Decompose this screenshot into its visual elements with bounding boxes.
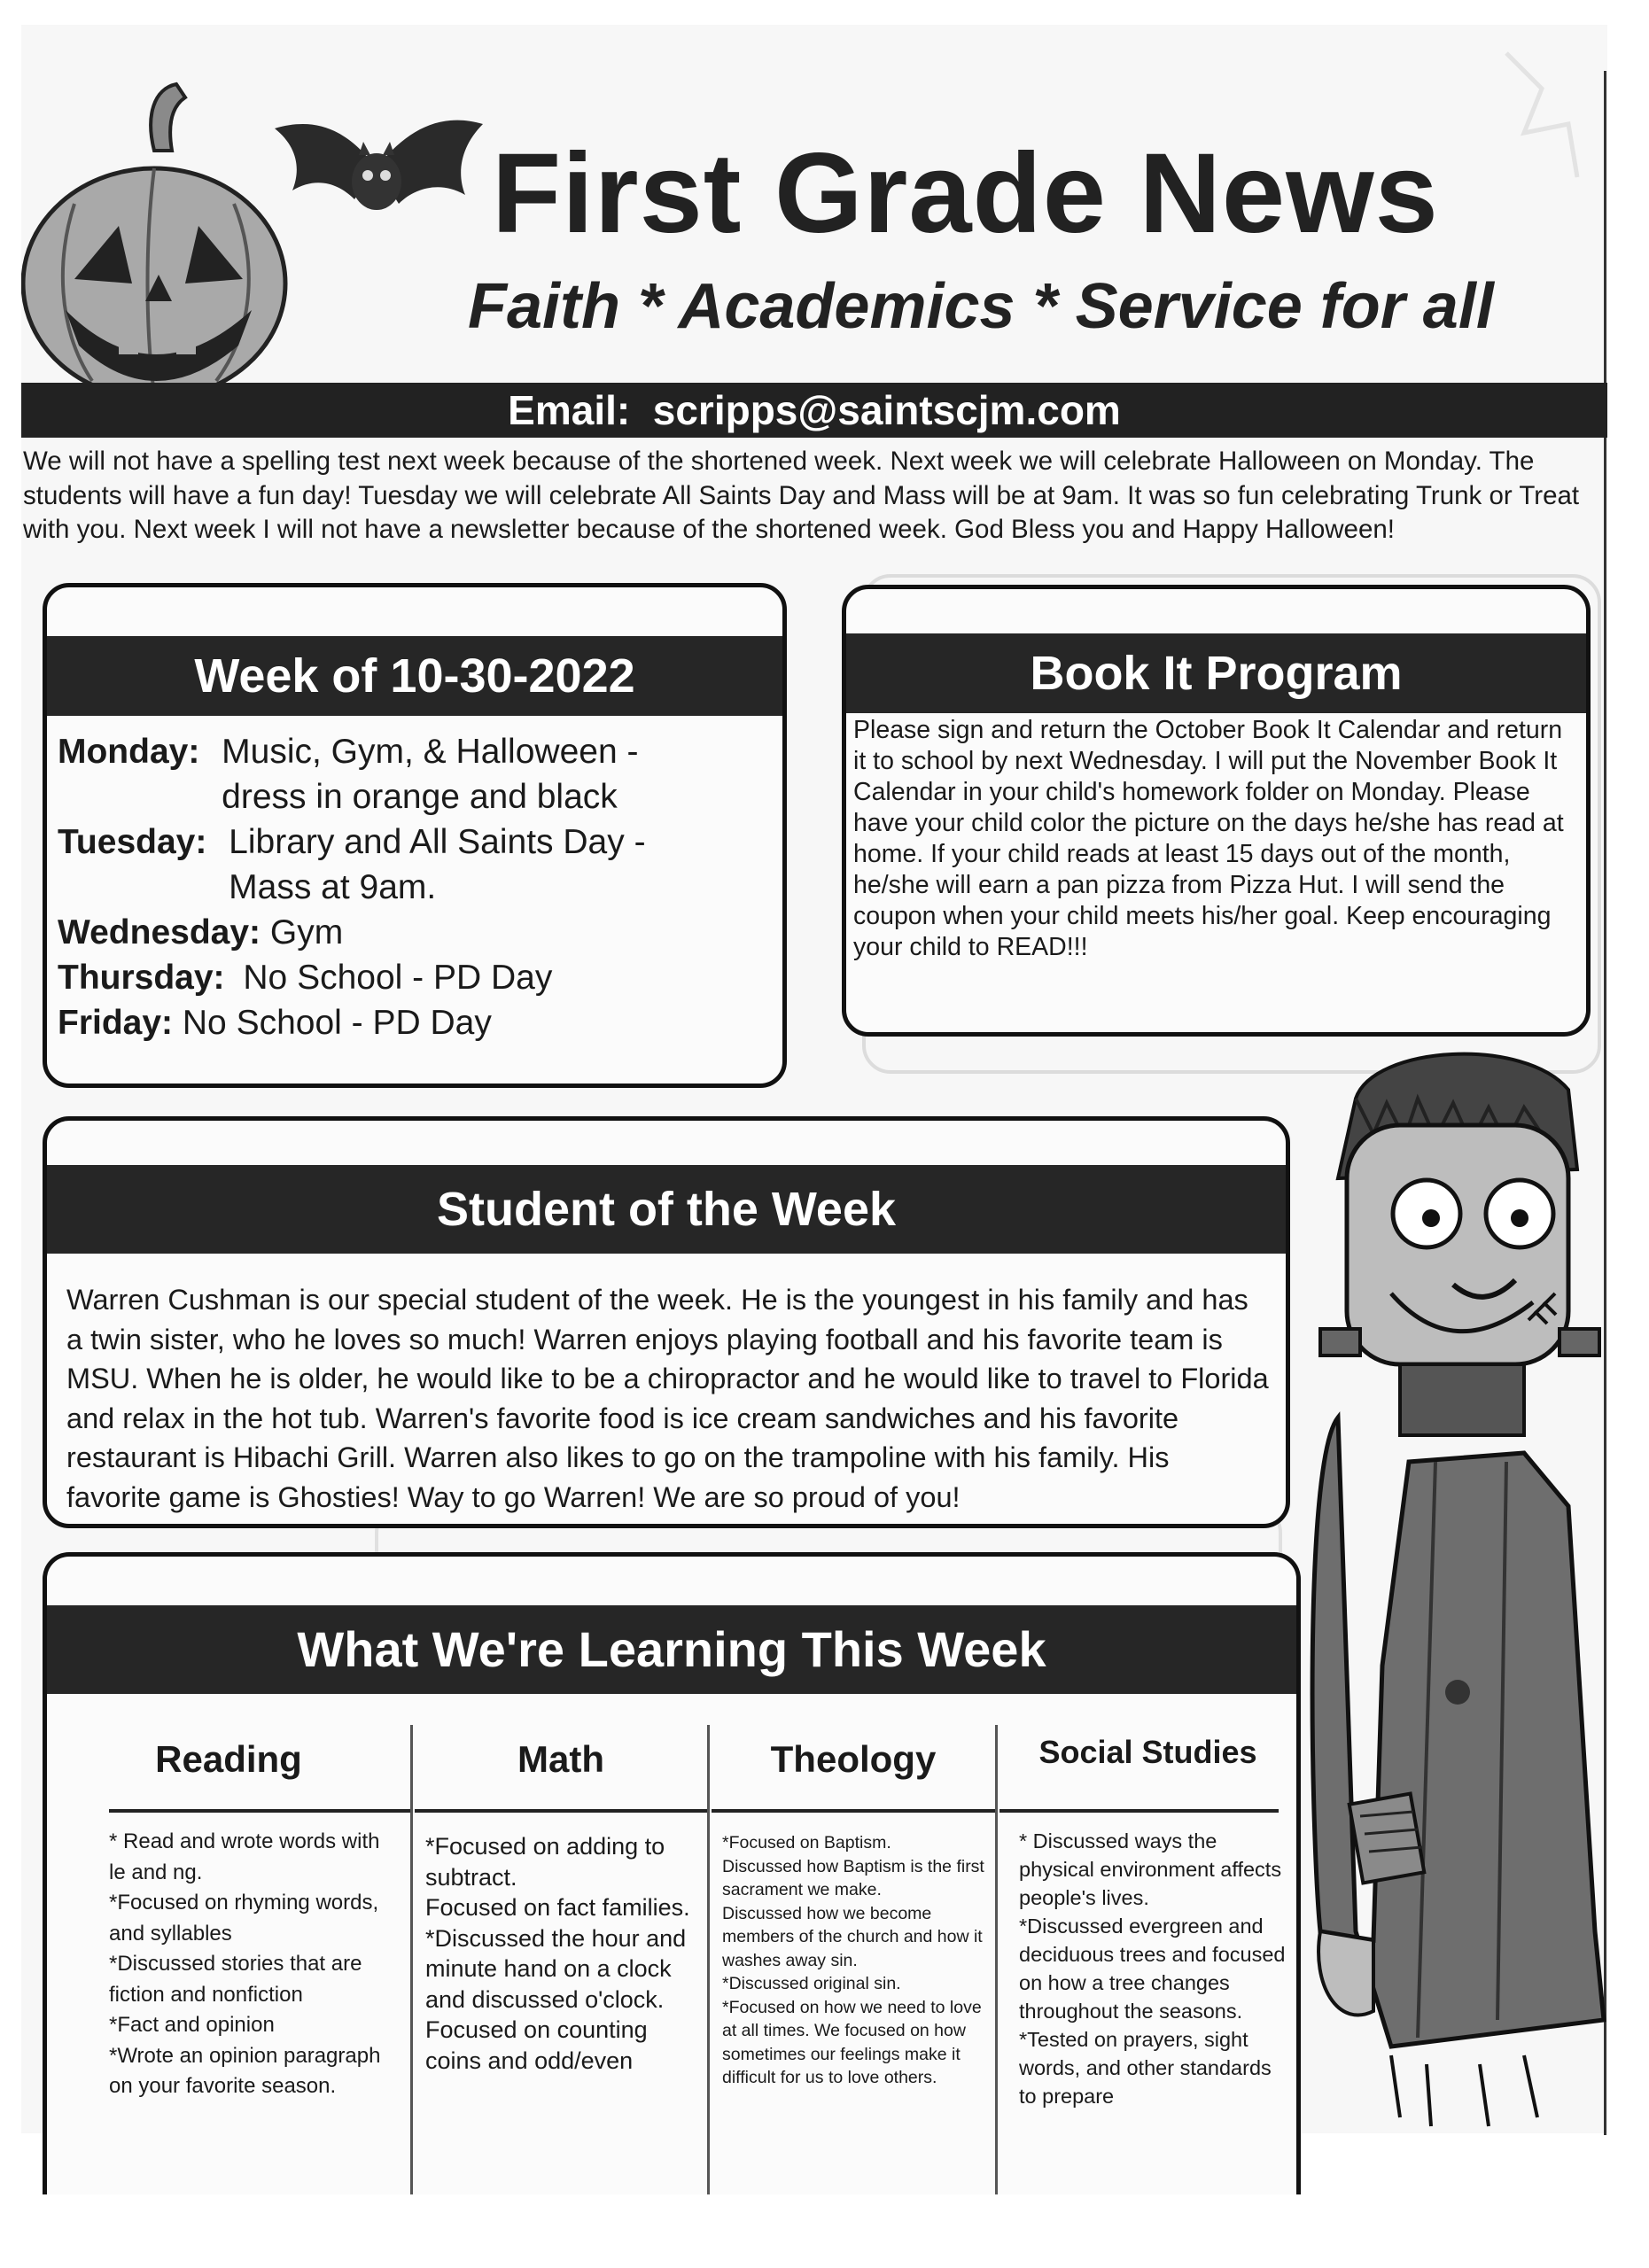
book-it-title: Book It Program [846, 633, 1586, 713]
column-text: * Discussed ways the physical environment affects people's lives. *Discussed evergreen and deciduous trees and focused on how a tree changes throughout the seasons. *Tested on prayers, sight words, and other standards to prepare [1019, 1829, 1286, 2108]
column-divider [707, 1725, 710, 2194]
week-row-wednesday [58, 910, 766, 955]
column-heading: Theology [770, 1738, 937, 1780]
day-label: Monday: [58, 733, 200, 771]
bat-icon [266, 106, 487, 239]
book-it-text: Please sign and return the October Book It Calendar and return it to school by next Wednesday. I will put the November Book It Calendar in your child's homework folder on Monday. Please have your child color the picture on the days he/she has read at home. If your child reads at least 15 days out of the month, he/she will earn a pan pizza from Pizza Hut. I will send the coupon when your child meets his/her goal. Keep encouraging your child to READ!!! [853, 716, 1564, 961]
learning-columns [47, 1694, 1296, 2194]
day-detail: Library and All Saints Day - [229, 823, 646, 861]
student-of-week-box [43, 1116, 1290, 1528]
column-reading [47, 1694, 410, 2194]
week-day-list [58, 729, 766, 1045]
day-detail: No School - PD Day [243, 959, 553, 997]
column-rule [712, 1809, 995, 1813]
column-social-studies [1000, 1694, 1296, 2194]
email-label: Email: [508, 387, 631, 433]
column-rule [1000, 1809, 1279, 1813]
frankenstein-illustration [1303, 1045, 1608, 2144]
column-divider [995, 1725, 998, 2194]
intro-paragraph: We will not have a spelling test next week because of the shortened week. Next week we will celebrate Halloween on Monday. The students will have a fun day! Tuesday we will celebrate All Saints Day and Mass will be at 9am. It was so fun celebrating Trunk or Treat with you. Next week I will not have a newsletter because of the shortened week. God Bless you and Happy Halloween! [23, 447, 1580, 544]
week-schedule-box [43, 583, 787, 1088]
week-row-monday [58, 729, 766, 819]
column-heading: Reading [155, 1738, 302, 1780]
day-label: Friday: [58, 1004, 174, 1042]
email-bar [21, 383, 1607, 438]
column-text: * Read and wrote words with le and ng. *Focused on rhyming words, and syllables *Discussed stories that are fiction and nonfiction *Fact and opinion *Wrote an opinion paragraph on your favorite season. [109, 1829, 381, 2098]
column-math [415, 1694, 707, 2194]
book-it-box [842, 585, 1591, 1037]
column-divider [410, 1725, 413, 2194]
column-text: *Focused on adding to subtract. Focused on fact families. *Discussed the hour and minute hand on a clock and discussed o'clock. Focused on counting coins and odd/even [425, 1833, 690, 2074]
column-text: *Focused on Baptism. Discussed how Baptism is the first sacrament we make. Discussed how we become members of the church and how it washes away sin. *Discussed original sin. *Focused on how we need to love at all times. We focused on how sometimes our feelings make it difficult for us to love others. [722, 1833, 984, 2087]
day-detail: Mass at 9am. [229, 868, 437, 906]
day-label: Tuesday: [58, 823, 207, 861]
column-heading: Math [517, 1738, 604, 1780]
column-rule [415, 1809, 707, 1813]
student-text: Warren Cushman is our special student of the week. He is the youngest in his family and has a twin sister, who he loves so much! Warren enjoys playing football and his favorite team is MSU. When he is older, he would like to be a chiropractor and he would like to travel to Florida and relax in the hot tub. Warren's favorite food is ice cream sandwiches and his favorite restaurant is Hibachi Grill. Warren also likes to go on the trampoline with his family. His favorite game is Ghosties! Way to go Warren! We are so proud of you! [66, 1284, 1269, 1513]
newsletter-title: First Grade News [492, 130, 1439, 257]
email-address: scripps@saintscjm.com [652, 387, 1121, 433]
week-row-friday [58, 1000, 766, 1045]
column-theology [712, 1694, 995, 2194]
column-rule [109, 1809, 410, 1813]
day-label: Wednesday: [58, 913, 261, 951]
column-heading: Social Studies [1038, 1734, 1257, 1770]
day-detail: Gym [269, 913, 344, 951]
week-title: Week of 10-30-2022 [47, 636, 782, 716]
jack-o-lantern-icon [21, 80, 296, 390]
student-title: Student of the Week [47, 1165, 1286, 1254]
learning-box [43, 1552, 1301, 2194]
day-detail: dress in orange and black [222, 778, 618, 816]
newsletter-subtitle: Faith * Academics * Service for all [468, 271, 1494, 342]
week-row-thursday [58, 955, 766, 1000]
day-detail: Music, Gym, & Halloween - [222, 733, 639, 771]
week-row-tuesday [58, 819, 766, 910]
learning-title: What We're Learning This Week [47, 1605, 1296, 1694]
day-label: Thursday: [58, 959, 225, 997]
day-detail: No School - PD Day [182, 1004, 492, 1042]
